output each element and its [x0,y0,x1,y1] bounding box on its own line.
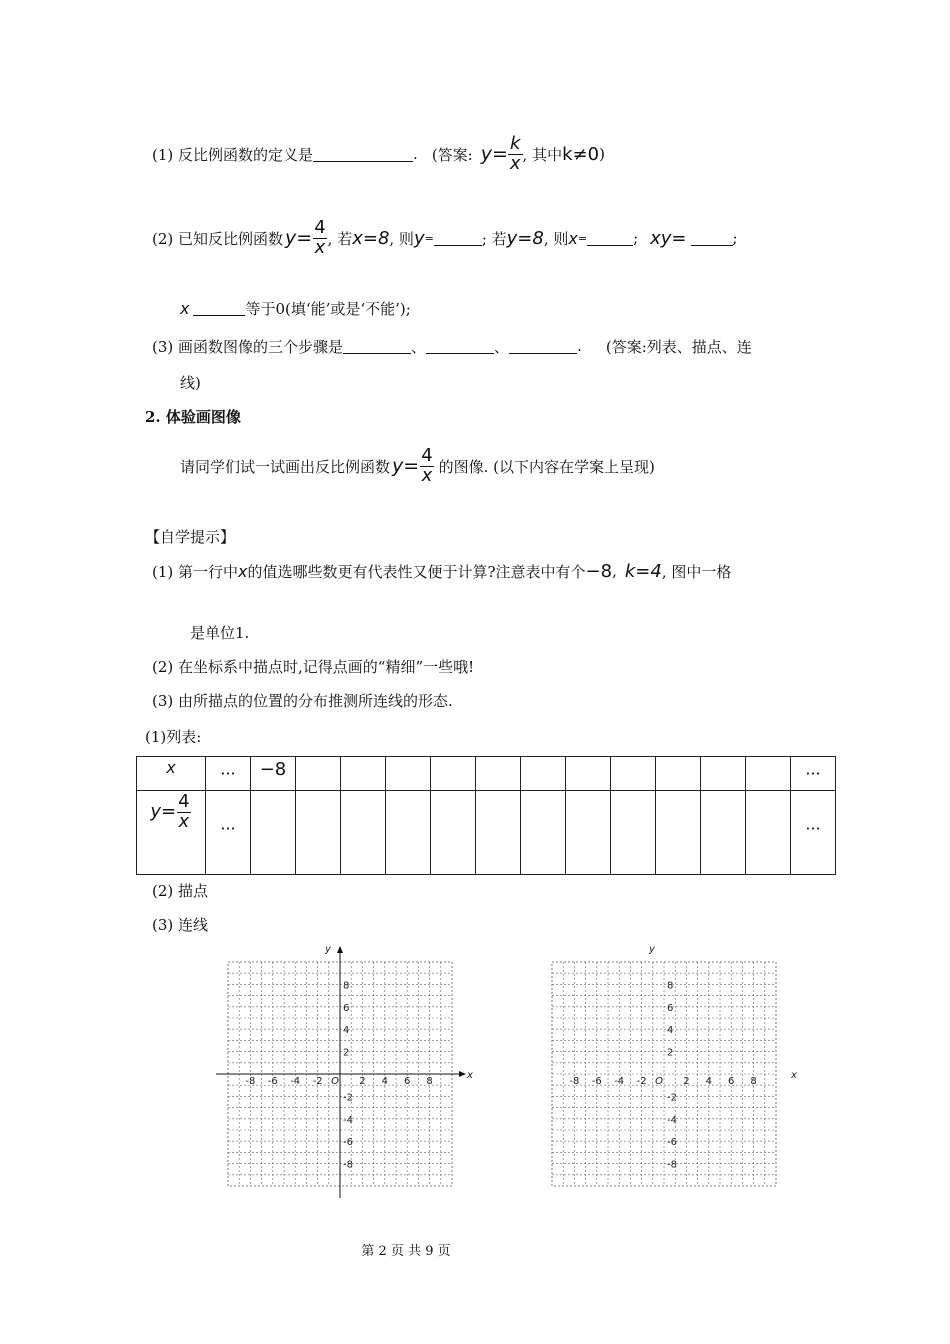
q2-var2: x [568,228,578,248]
table-x-first [251,757,296,791]
origin-label: O [655,1076,663,1087]
y-axis-arrow [337,946,343,953]
y-axis-label: y [325,944,331,955]
q3-answer: (答案:列表、描点、连 [605,337,752,356]
q2-sep2: ; [633,229,639,247]
tips-t1 [152,558,731,584]
q1-fraction-num: k [510,132,521,154]
y-tick-label: 8 [667,980,674,992]
x-tick-label: -4 [290,1076,301,1087]
table-y-cell[interactable] [386,791,431,875]
step-connect: (3) 连线 [152,916,209,934]
table-head-y-den: x [178,810,190,832]
y-tick-label: 4 [667,1025,674,1037]
table-x-cell[interactable] [341,757,386,791]
table-x-cell[interactable] [566,757,611,791]
section2-intro-a: 请同学们试一试画出反比例函数 [180,457,391,476]
q2-fraction-den: x [314,236,326,258]
q1-qizhong: , 其中 [522,145,563,164]
x-tick-label: 2 [359,1076,366,1087]
x-tick-label: -2 [312,1076,323,1087]
x-axis-label: x [467,1070,473,1081]
q2-xy: xy= [650,227,687,249]
table-y-ellipsis-right: ··· [791,791,836,875]
section2-heading: 2. 体验画图像 [145,408,241,426]
table-y-cell[interactable] [296,791,341,875]
y-tick-label: -6 [667,1137,677,1149]
axis-labels [245,944,473,1171]
table-head-x-label: x [166,758,176,777]
q2-line2 [180,296,411,320]
q2-cond2: y=8 [506,227,544,249]
x-tick-label: -2 [636,1076,647,1087]
value-table [136,756,836,875]
grid-lines [552,962,776,1186]
section2-fraction-num: 4 [421,444,433,466]
axis-labels [569,944,797,1171]
x-tick-label: 8 [426,1076,433,1087]
q1-formula-eq: = [491,143,508,165]
section2-f-y: y [392,455,404,477]
q2-f-y: y [285,227,297,249]
section2-intro [180,436,655,496]
q2-fraction [312,216,327,258]
x-tick-label: 4 [705,1076,712,1087]
q1-blank[interactable] [313,147,413,162]
q2-var1: y [413,227,425,249]
step-list: (1)列表: [145,728,202,746]
coordinate-grid-right[interactable] [534,940,804,1200]
tips-t1-cont: 是单位1. [190,624,250,642]
table-y-cell[interactable] [701,791,746,875]
table-ellipsis-right: ··· [791,757,836,791]
q1-formula-y: y [480,143,492,165]
q2-line2-text: 等于0(填‘能’或是‘不能’); [245,299,411,318]
section2-intro-b: 的图像. (以下内容在学案上呈现) [438,457,655,476]
table-y-cell[interactable] [656,791,701,875]
q2-ze2: , 则 [543,229,569,248]
table-head-y-fraction [176,793,191,832]
table-x-first-value: −8 [259,759,287,780]
table-y-cell[interactable] [746,791,791,875]
table-head-y-num: 4 [178,791,190,812]
table-y-ellipsis-left: ··· [206,791,251,875]
table-x-cell[interactable] [701,757,746,791]
y-tick-label: -2 [667,1092,677,1104]
origin-label: O [331,1076,339,1087]
table-head-y [137,791,206,875]
q1-label: (1) 反比例函数的定义是 [152,145,314,164]
tips-t2: (2) 在坐标系中描点时,记得点画的“精细”一些哦! [152,658,475,676]
q1-fraction [508,132,523,174]
axes [216,946,466,1198]
x-tick-label: 4 [381,1076,388,1087]
q2-blank-x[interactable] [587,231,633,246]
x-tick-label: 6 [404,1076,411,1087]
q2-fraction-num: 4 [314,216,326,238]
tips-t1-a: (1) 第一行中 [152,562,239,581]
q1-fraction-den: x [509,152,521,174]
y-tick-label: 8 [343,980,350,992]
tips-t1-k: k=4 [624,560,662,582]
y-tick-label: -8 [667,1159,677,1171]
q2-f-eq: = [296,227,313,249]
x-axis-label: x [791,1070,797,1081]
q1-answer-open: (答案: [431,145,473,164]
q2-blank-y[interactable] [434,231,482,246]
x-tick-label: 6 [728,1076,735,1087]
table-x-cell[interactable] [431,757,476,791]
table-y-cell[interactable] [566,791,611,875]
q2-line2-var: x [180,298,190,318]
q1-close: ) [599,145,605,163]
section2-f-eq: = [403,455,420,477]
q2-sep1: ; 若 [481,229,507,248]
q3-sep-2: 、 [494,337,510,356]
table-x-cell[interactable] [386,757,431,791]
x-tick-label: -4 [614,1076,625,1087]
tips-t1-comma: , [612,562,617,580]
y-tick-label: 6 [343,1002,350,1014]
q1-line [152,124,605,184]
y-tick-label: -8 [343,1159,353,1171]
tips-t1-c: , 图中一格 [661,562,732,581]
tips-t3: (3) 由所描点的位置的分布推测所连线的形态. [152,692,453,710]
table-y-cell[interactable] [431,791,476,875]
q2-ze1: , 则 [389,229,414,248]
table-y-cell[interactable] [476,791,521,875]
q2-eq1: = [424,231,434,245]
q2-blank-zero[interactable] [193,301,245,316]
table-y-cell[interactable] [611,791,656,875]
q3-period: . [577,337,582,355]
q2-blank-xy[interactable] [691,231,733,246]
table-y-cell[interactable] [251,791,296,875]
table-head-y-eq: = [161,800,177,822]
table-head-y-var: y [150,800,162,822]
x-tick-label: 2 [683,1076,690,1087]
q2-sep3: ; [732,229,738,247]
tips-heading: 【自学提示】 [145,528,236,546]
q3-blank-1[interactable] [343,339,411,354]
table-ellipsis-left: ··· [206,757,251,791]
tips-t1-var: x [238,561,248,581]
table-y-cell[interactable] [341,791,386,875]
table-x-cell[interactable] [656,757,701,791]
table-x-cell[interactable] [611,757,656,791]
y-tick-label: 4 [343,1025,350,1037]
table-x-cell[interactable] [296,757,341,791]
q1-condition: k≠0 [562,143,600,165]
x-tick-label: -8 [569,1076,580,1087]
y-axis-label: y [649,944,655,955]
q3-answer-cont: 线) [180,374,201,392]
y-tick-label: -4 [343,1114,353,1126]
tips-t1-b: 的值选哪些数更有代表性又便于计算?注意表中有个 [247,562,586,581]
table-x-cell[interactable] [746,757,791,791]
q3-label: (3) 画函数图像的三个步骤是 [152,337,344,356]
y-tick-label: -4 [667,1114,677,1126]
table-y-cell[interactable] [521,791,566,875]
step-plot: (2) 描点 [152,882,209,900]
coordinate-grid-left[interactable] [210,940,480,1200]
x-tick-label: -6 [267,1076,278,1087]
q2-cond1: x=8 [352,227,390,249]
y-tick-label: -6 [343,1137,353,1149]
page-footer: 第 2 页 共 9 页 [361,1244,451,1259]
q3-line [152,334,752,358]
q2-eq2: = [577,231,588,245]
table-x-cell[interactable] [521,757,566,791]
tips-t1-val: −8 [585,560,613,582]
x-tick-label: -6 [591,1076,602,1087]
section2-fraction [419,444,434,486]
q2-label: (2) 已知反比例函数 [152,229,284,248]
y-tick-label: 6 [667,1002,674,1014]
table-x-cell[interactable] [476,757,521,791]
table-head-x [137,757,206,791]
q1-period: . [413,145,418,163]
x-tick-label: 8 [750,1076,757,1087]
section2-fraction-den: x [421,464,433,486]
q3-blank-2[interactable] [426,339,494,354]
q3-blank-3[interactable] [509,339,577,354]
x-tick-label: -8 [245,1076,256,1087]
q2-ruo1: , 若 [327,229,353,248]
q2-line [152,208,738,268]
q3-sep-1: 、 [411,337,427,356]
y-tick-label: 2 [343,1047,350,1059]
x-axis-arrow [459,1071,466,1077]
y-tick-label: -2 [343,1092,353,1104]
y-tick-label: 2 [667,1047,674,1059]
